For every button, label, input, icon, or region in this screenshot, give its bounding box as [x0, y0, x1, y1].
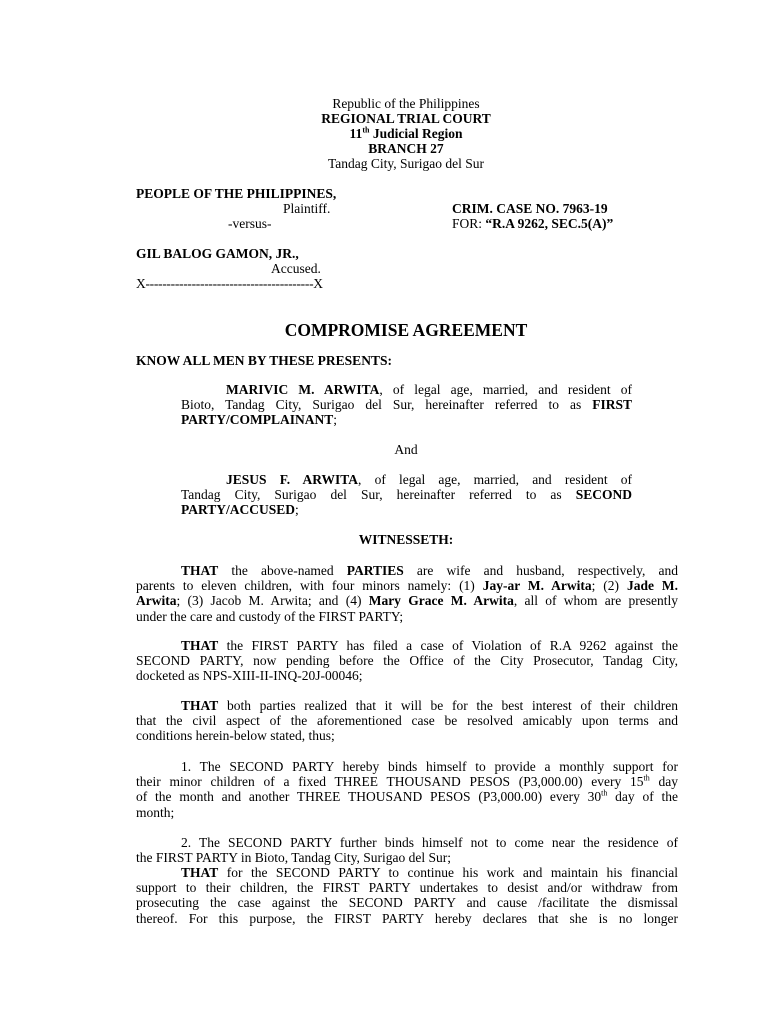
terms-item-1: 1. The SECOND PARTY hereby binds himself to provide a monthly support for their minor children of a fixed THREE THOUSAND PESOS (P3,000.00) every 15th day of the month and another THREE THOUSAND PESOS (P3,000.00) every 30th day of the month; [136, 759, 679, 820]
header-region: 11th Judicial Region [349, 125, 463, 141]
witness-paragraph-4: THAT for the SECOND PARTY to continue his work and maintain his financial support to their children, the FIRST PARTY undertakes to desist and/or withdraw from prosecuting the case against the SECOND PARTY and cause /facilitate the dismissal thereof. For this purpose, the FIRST PARTY hereby declares that she is no longer [136, 865, 678, 926]
first-party-paragraph: MARIVIC M. ARWITA, of legal age, married, and resident of Bioto, Tandag City, Surigao del Sur, hereinafter referred to as FIRST PARTY/COMPLAINANT; [181, 382, 632, 428]
versus: -versus- [228, 216, 272, 231]
second-party-paragraph: JESUS F. ARWITA, of legal age, married, and resident of Tandag City, Surigao del Sur, hereinafter referred to as SECOND PARTY/ACCUSED; [181, 472, 632, 518]
witness-paragraph-1: THAT the above-named PARTIES are wife and husband, respectively, and parents to eleven children, with four minors namely: (1) Jay-ar M. Arwita; (2) Jade M. Arwita; (3) Jacob M. Arwita; and (4) Mary Grace M. Arwita, all of whom are presently under the care and custody of the FIRST PARTY; [136, 563, 678, 624]
witness-paragraph-3: THAT both parties realized that it will be for the best interest of their children that the civil aspect of the aforementioned case be resolved amicably upon terms and conditions herein-below stated, thus; [136, 698, 678, 744]
accused-name: GIL BALOG GAMON, JR., [136, 246, 299, 261]
terms-item-2: 2. The SECOND PARTY further binds himself not to come near the residence of the FIRST PARTY in Bioto, Tandag City, Surigao del Sur; [136, 835, 678, 866]
caption-separator: X----------------------------------------X [136, 276, 323, 291]
intro-line: KNOW ALL MEN BY THESE PRESENTS: [136, 353, 392, 368]
case-number: CRIM. CASE NO. 7963-19 [452, 201, 608, 216]
header-court: REGIONAL TRIAL COURT [321, 111, 491, 126]
witnesseth-heading: WITNESSETH: [358, 532, 454, 547]
and-separator: And [394, 442, 418, 457]
header-city: Tandag City, Surigao del Sur [327, 156, 485, 171]
plaintiff-role: Plaintiff. [283, 201, 331, 216]
case-offense: FOR: “R.A 9262, SEC.5(A)” [452, 216, 614, 231]
document-title: COMPROMISE AGREEMENT [284, 320, 528, 340]
accused-role: Accused. [271, 261, 321, 276]
witness-paragraph-2: THAT the FIRST PARTY has filed a case of Violation of R.A 9262 against the SECOND PARTY, now pending before the Office of the City Prosecutor, Tandag City, docketed as NPS-XIII-II-INQ-20J-00046; [136, 638, 678, 684]
header-republic: Republic of the Philippines [332, 96, 480, 111]
plaintiff-name: PEOPLE OF THE PHILIPPINES, [136, 186, 337, 201]
header-branch: BRANCH 27 [368, 141, 444, 156]
